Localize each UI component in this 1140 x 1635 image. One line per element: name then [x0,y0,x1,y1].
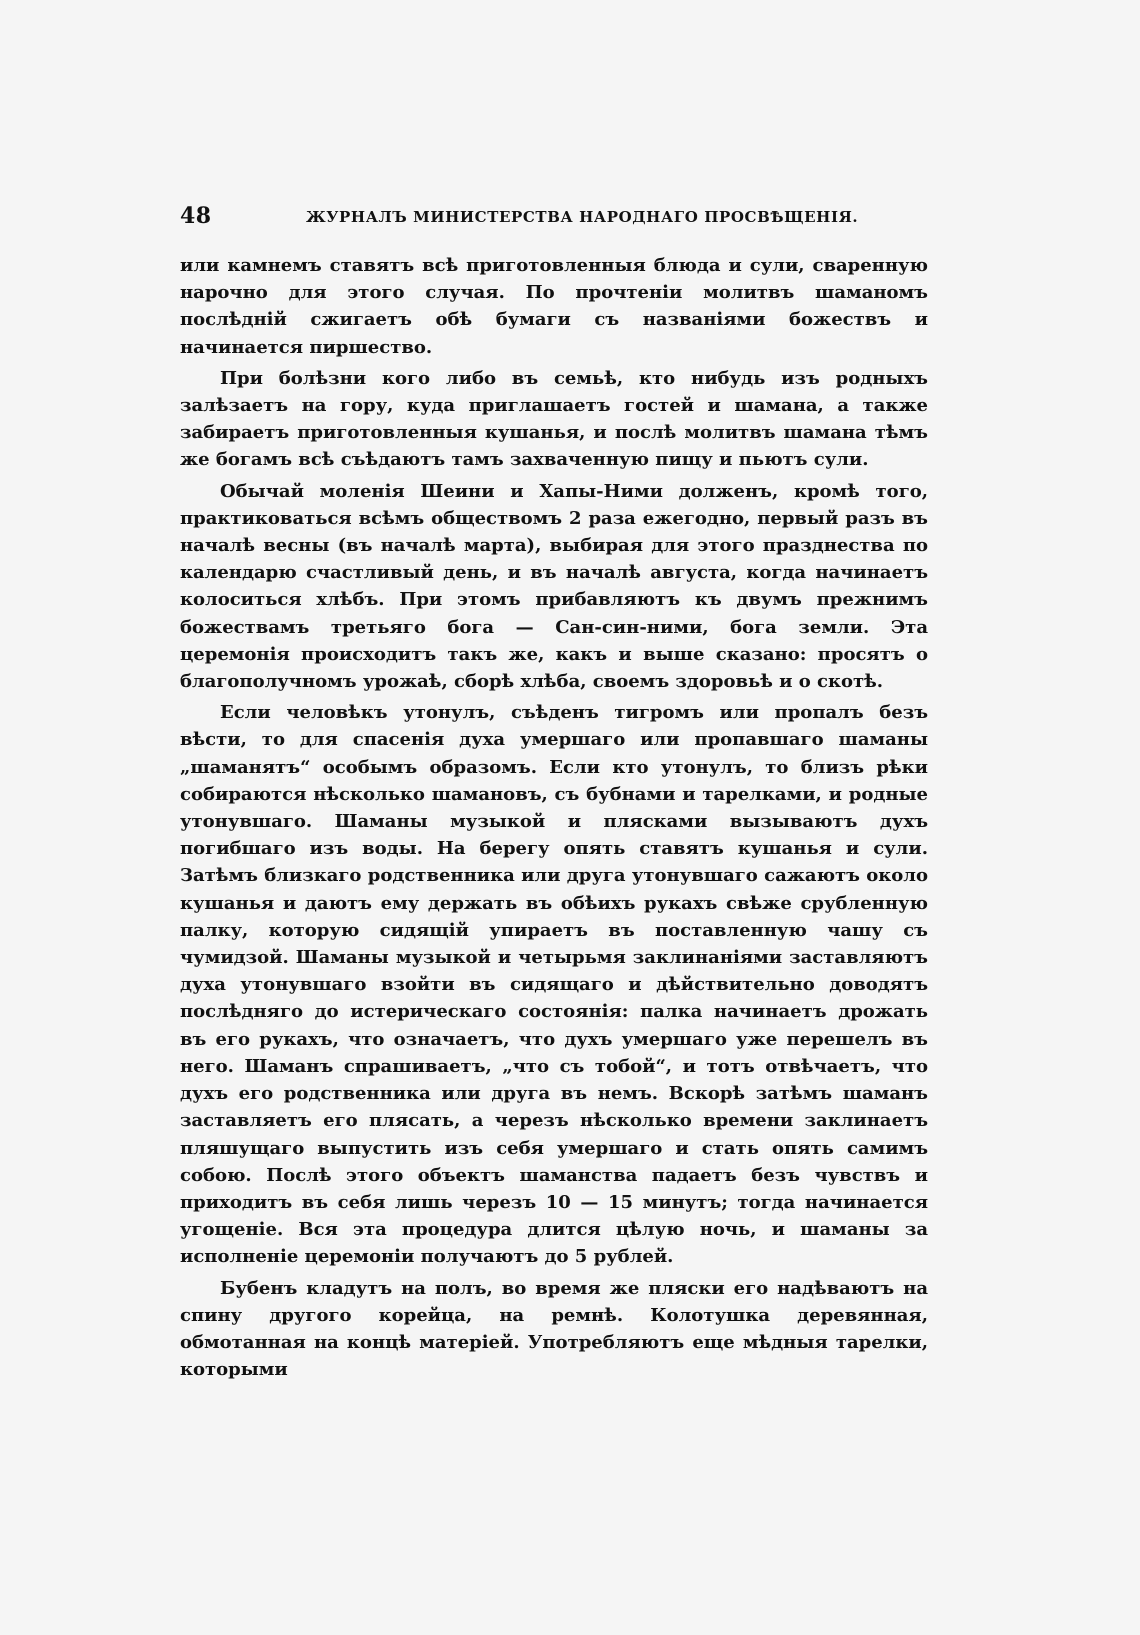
page-number: 48 [180,203,212,229]
body-text [180,252,928,1383]
paragraph-continuation: или камнемъ ставятъ всѣ приготовленныя блюда и сули, сваренную нарочно для этого случая. По прочтеніи молитвъ шаманомъ послѣдній сжигаетъ обѣ бумаги съ названіями божествъ и начинается пиршество. [180,255,928,358]
page-header [180,203,900,233]
paragraph-drowned-spirit-ritual: Если человѣкъ утонулъ, съѣденъ тигромъ или пропалъ безъ вѣсти, то для спасенія духа умершаго или пропавшаго шаманы „шаманятъ“ особымъ образомъ. Если кто утонулъ, то близъ рѣки собираются нѣсколько шамановъ, съ бубнами и тарелками, и родные утонувшаго. Шаманы музыкой и плясками вызываютъ духъ погибшаго изъ воды. На берегу опять ставятъ кушанья и сули. Затѣмъ близкаго родственника или друга утонувшаго сажаютъ около кушанья и даютъ ему держать въ обѣихъ рукахъ свѣже срубленную палку, которую сидящій упираетъ въ поставленную чашу съ чумидзой. Шаманы музыкой и четырьмя заклинаніями заставляютъ духа утонувшаго взойти въ сидящаго и дѣйствительно доводятъ послѣдняго до истерическаго состоянія: палка начинаетъ дрожать въ его рукахъ, что означаетъ, что духъ умершаго уже перешелъ въ него. Шаманъ спрашиваетъ, „что съ тобой“, и тотъ отвѣчаетъ, что духъ его родственника или друга въ немъ. Вскорѣ затѣмъ шаманъ заставляетъ его плясать, а черезъ нѣсколько времени заклинаетъ пляшущаго выпустить изъ себя умершаго и стать опять самимъ собою. Послѣ этого объектъ шаманства падаетъ безъ чувствъ и приходитъ въ себя лишь черезъ 10 — 15 минутъ; тогда начинается угощеніе. Вся эта процедура длится цѣлую ночь, и шаманы за исполненіе церемоніи получаютъ до 5 рублей. [180,702,928,1268]
paragraph-illness-ritual: При болѣзни кого либо въ семьѣ, кто нибудь изъ родныхъ залѣзаетъ на гору, куда приглашаетъ гостей и шамана, а также забираетъ приготовленныя кушанья, и послѣ молитвъ шамана тѣмъ же богамъ всѣ съѣдаютъ тамъ захваченную пищу и пьютъ сули. [180,367,928,471]
paragraph-seasonal-prayer: Обычай моленія Шеини и Хапы-Ними долженъ, кромѣ того, практиковаться всѣмъ обществомъ 2 раза ежегодно, первый разъ въ началѣ весны (въ началѣ марта), выбирая для этого празднества по календарю счастливый день, и въ началѣ августа, когда начинаетъ колоситься хлѣбъ. При этомъ прибавляютъ къ двумъ прежнимъ божествамъ третьяго бога — Сан-син-ними, бога земли. Эта церемонія происходитъ такъ же, какъ и выше сказано: просятъ о благополучномъ урожаѣ, сборѣ хлѣба, своемъ здоровьѣ и о скотѣ. [180,480,928,693]
paragraph-drum-description: Бубенъ кладутъ на полъ, во время же пляски его надѣваютъ на спину другого корейца, на ремнѣ. Колотушка деревянная, обмотанная на концѣ матеріей. Употребляютъ еще мѣдныя тарелки, которыми [180,1277,928,1381]
running-title: ЖУРНАЛЪ МИНИСТЕРСТВА НАРОДНАГО ПРОСВѢЩЕНІЯ. [306,208,859,226]
